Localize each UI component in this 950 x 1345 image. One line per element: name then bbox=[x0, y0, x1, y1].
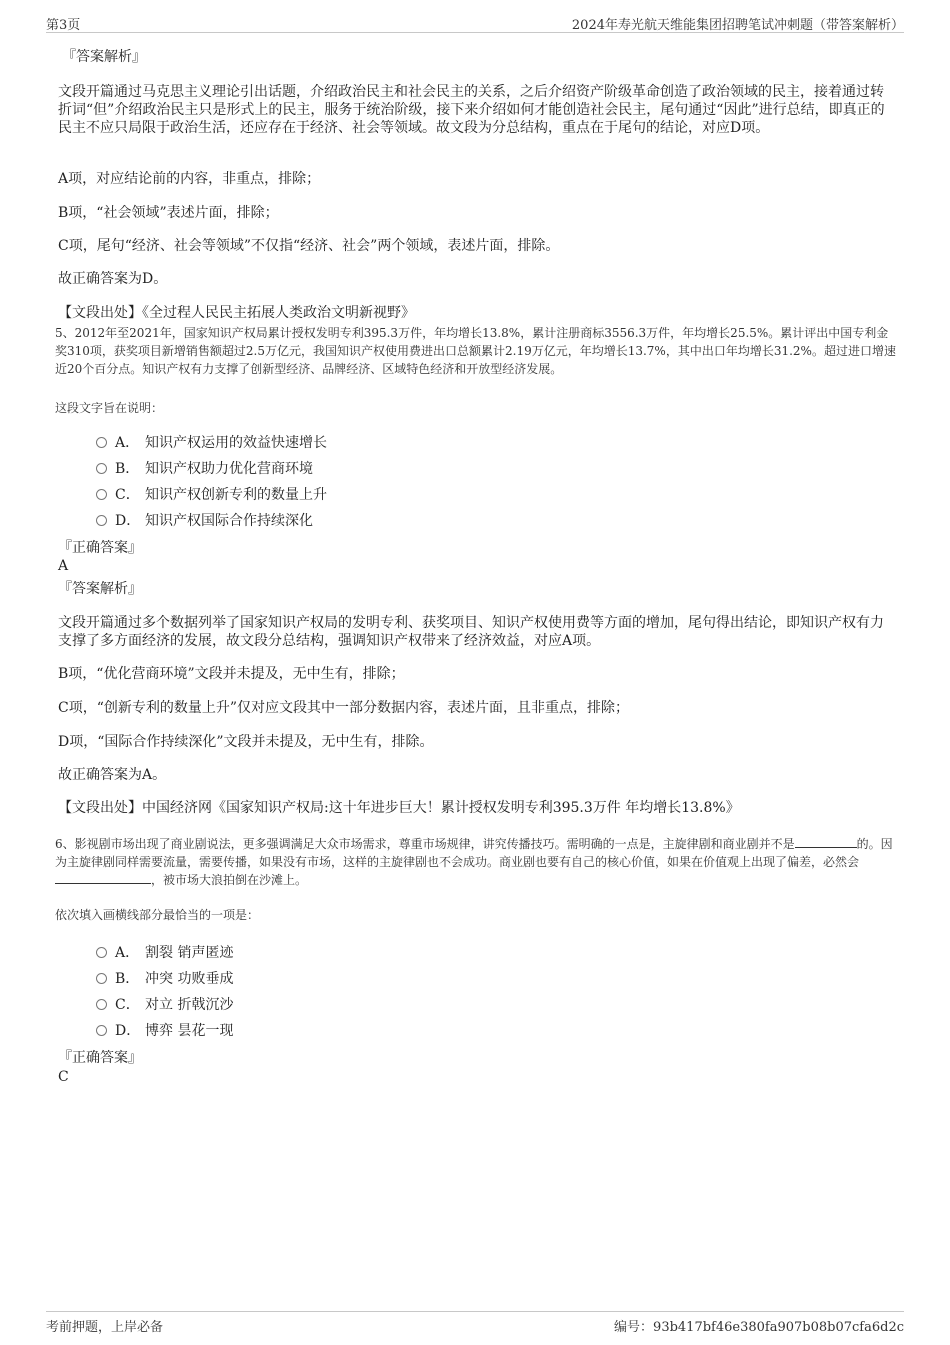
analysis-label: 『答案解析』 bbox=[58, 581, 142, 597]
analysis-note-b: B项，“社会领域”表述片面，排除； bbox=[58, 205, 279, 221]
footer-slogan: 考前押题，上岸必备 bbox=[46, 1320, 164, 1335]
analysis-conclusion: 故正确答案为D。 bbox=[58, 271, 168, 287]
source-citation: 【文段出处】《全过程人民民主拓展人类政治文明新视野》 bbox=[58, 305, 415, 321]
analysis-text: 文段开篇通过马克思主义理论引出话题，介绍政治民主和社会民主的关系，之后介绍资产阶级革命创造了政治领域的民主，接着通过转折词“但”介绍政治民主只是形式上的民主，服务于统治阶级，接下来介绍如何才能创造社会民主，尾句通过“因此”进行总结，即真正的民主不应只局限于政治生活，还应存在于经济、社会等领域。故文段为分总结构，重点在于尾句的结论，对应D项。 bbox=[58, 84, 885, 136]
analysis-label: 『答案解析』 bbox=[62, 49, 146, 65]
correct-answer-label: 『正确答案』 bbox=[58, 1050, 142, 1066]
option-b[interactable]: B． 冲突 功败垂成 bbox=[96, 970, 233, 988]
source-citation: 【文段出处】中国经济网《国家知识产权局:这十年进步巨大！累计授权发明专利395.3万件 年均增长13.8%》 bbox=[58, 800, 740, 816]
page-number: 第3页 bbox=[46, 18, 81, 33]
radio-icon[interactable] bbox=[96, 463, 107, 474]
question-stem: 6、影视剧市场出现了商业剧说法，更多强调满足大众市场需求，尊重市场规律，讲究传播技巧。需明确的一点是，主旋律剧和商业剧并不是 的。因为主旋律剧同样需要流量，需要传播，如果没有市场，这样的主旋律剧也不会成功。商业剧也要有自己的核心价值，如果在价值观上出现了偏差，必然会 ，被市场大浪拍倒在沙滩上。 bbox=[55, 837, 893, 887]
radio-icon[interactable] bbox=[96, 999, 107, 1010]
page-footer bbox=[46, 1311, 904, 1336]
analysis-conclusion: 故正确答案为A。 bbox=[58, 767, 167, 783]
question-prompt: 这段文字旨在说明： bbox=[55, 401, 164, 415]
radio-icon[interactable] bbox=[96, 973, 107, 984]
option-b[interactable]: B． 知识产权助力优化营商环境 bbox=[96, 460, 313, 478]
option-c[interactable]: C． 知识产权创新专利的数量上升 bbox=[96, 486, 327, 504]
fill-blank-2 bbox=[55, 871, 151, 884]
option-a[interactable]: A． 知识产权运用的效益快速增长 bbox=[96, 434, 327, 452]
correct-answer: A bbox=[58, 558, 69, 574]
radio-icon[interactable] bbox=[96, 1025, 107, 1036]
radio-icon[interactable] bbox=[96, 437, 107, 448]
document-title: 2024年寿光航天维能集团招聘笔试冲刺题（带答案解析） bbox=[571, 18, 904, 33]
question-stem: 5、2012年至2021年，国家知识产权局累计授权发明专利395.3万件，年均增长13.8%，累计注册商标3556.3万件，年均增长25.5%。累计评出中国专利金奖310项，获奖项目新增销售额超过2.5万亿元，我国知识产权使用费进出口总额累计2.19万亿元，年均增长13.7%，其中出口年均增长31.2%。超过进口增速近20个百分点。知识产权有力支撑了创新型经济、品牌经济、区域特色经济和开放型经济发展。 bbox=[55, 326, 896, 376]
radio-icon[interactable] bbox=[96, 515, 107, 526]
analysis-note-b: B项，“优化营商环境”文段并未提及，无中生有，排除； bbox=[58, 666, 405, 682]
option-c[interactable]: C． 对立 折戟沉沙 bbox=[96, 996, 233, 1014]
correct-answer: C bbox=[58, 1069, 69, 1085]
analysis-note-c: C项，尾句“经济、社会等领域”不仅指“经济、社会”两个领域，表述片面，排除。 bbox=[58, 238, 560, 254]
radio-icon[interactable] bbox=[96, 947, 107, 958]
document-code: 编号：93b417bf46e380fa907b08b07cfa6d2c bbox=[614, 1320, 904, 1335]
page-header bbox=[46, 12, 904, 33]
option-d[interactable]: D． 知识产权国际合作持续深化 bbox=[96, 512, 313, 530]
fill-blank-1 bbox=[795, 835, 857, 848]
radio-icon[interactable] bbox=[96, 489, 107, 500]
analysis-note-d: D项，“国际合作持续深化”文段并未提及，无中生有，排除。 bbox=[58, 734, 434, 750]
analysis-note-a: A项，对应结论前的内容，非重点，排除； bbox=[58, 171, 321, 187]
analysis-text: 文段开篇通过多个数据列举了国家知识产权局的发明专利、获奖项目、知识产权使用费等方面的增加，尾句得出结论，即知识产权有力支撑了多方面经济的发展，故文段分总结构，强调知识产权带来了经济效益，对应A项。 bbox=[58, 615, 884, 649]
question-prompt: 依次填入画横线部分最恰当的一项是： bbox=[55, 908, 260, 922]
option-a[interactable]: A． 割裂 销声匿迹 bbox=[96, 944, 233, 962]
correct-answer-label: 『正确答案』 bbox=[58, 540, 142, 556]
analysis-note-c: C项，“创新专利的数量上升”仅对应文段其中一部分数据内容，表述片面，且非重点，排除； bbox=[58, 700, 630, 716]
option-d[interactable]: D． 博弈 昙花一现 bbox=[96, 1022, 233, 1040]
